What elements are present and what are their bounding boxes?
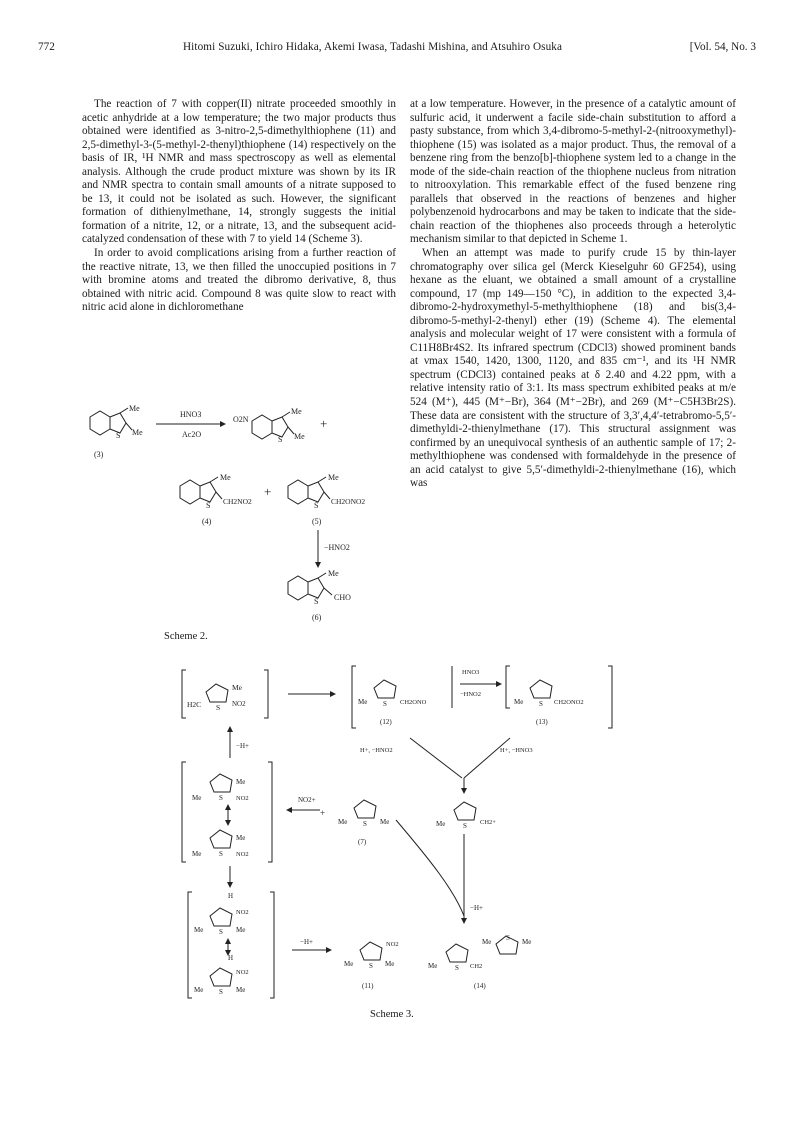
wheland1-no2: NO2 — [236, 909, 249, 916]
label-compound-3: (3) — [94, 450, 104, 459]
c5-ch2ono2: CH2ONO2 — [331, 497, 366, 506]
sigma-complex-resonance — [182, 762, 272, 862]
right-paragraph-2: When an attempt was made to purify crude 15 by thin-layer chromatography over silica gel (Merck Kieselguhr 60 GF254), using hexane as the eluant, we obtained a small amount of a crystalline compound, 17 (mp 149—150 °C), in addition to the expected 3,4-dibromo-2-hydroxymethyl-5-methylthiophene (18) and bis(3,4-dibromo-5-methyl-2-thenyl) ether (19) (Scheme 4). The elemental analysis and molecular weight of 17 were consistent with a formula of C11H8Br4S2. Its infrared spectrum (CDCl3) showed prominent bands at νmax 1540, 1420, 1300, 1120, and 835 cm⁻¹, and its ¹H NMR spectrum (CDCl3) contained peaks at δ 2.40 and 4.22 ppm, with a relative intensity ratio of 3:1. Its mass spectrum exhibited peaks at m/e 524 (M⁺), 445 (M⁺−Br), 364 (M⁺−2Br), and 269 (M⁺−C5H3Br2S). These data are consistent with the structure of 3,3′,4,4′-tetrabromo-5,5′-dimethyldi-2-thienylmethane (17). This structural assignment was confirmed by an unequivocal synthesis of an authentic sample of 17; 2-methylthiophene was condensed with formaldehyde in the presence of an acid catalyst to give 5,5′-dimethyldi-2-thienylmethane (16), which was — [410, 247, 736, 490]
h-minus-hno3-reagent: H+, −HNO3 — [500, 747, 533, 754]
scheme-3-caption: Scheme 3. — [370, 1009, 414, 1020]
compound-14-structure — [428, 934, 531, 990]
plus-sign-scheme3: + — [320, 808, 326, 818]
minus-h-reagent-up: −H+ — [236, 742, 249, 750]
c3-sulfur: S — [116, 431, 121, 440]
c6-sulfur: S — [314, 597, 319, 606]
nitrite-nitrate-intermediates — [352, 666, 612, 728]
thenyl-me: Me — [436, 820, 446, 828]
nitro-sulfur: S — [278, 435, 283, 444]
scheme-2-caption: Scheme 2. — [164, 631, 208, 642]
reagent-ac2o: Ac2O — [182, 430, 202, 439]
scheme-2-figure — [80, 400, 400, 645]
left-paragraph-2: In order to avoid complications arising from a further reaction of the reactive nitrate, 13, we then filled the unoccupied positions in 7 with bromine atoms and treated the dibromo derivative, 8, thus obtained with nitric acid. Compound 8 was quite slow to react with nitric acid alone in dichloromethane — [82, 247, 396, 314]
nitro-benzothiophene-structure — [233, 407, 305, 444]
c14-ch2: CH2 — [470, 963, 483, 970]
c6-cho: CHO — [334, 593, 351, 602]
sigma1-sulfur: S — [219, 794, 223, 802]
minus-h-reagent-product: −H+ — [300, 938, 313, 946]
hno3-reagent: HNO3 — [462, 669, 480, 676]
c5-sulfur: S — [314, 501, 319, 510]
minus-hno2-reagent: −HNO2 — [460, 691, 481, 698]
nitro-me-bottom: Me — [294, 432, 305, 441]
c14-sulfur-left: S — [455, 964, 459, 972]
cation-sulfur: S — [216, 703, 221, 712]
no2-plus-reagent: NO2+ — [298, 796, 316, 804]
header-authors: Hitomi Suzuki, Ichiro Hidaka, Akemi Iwasa, Tadashi Mishina, and Atsuhiro Osuka — [183, 41, 563, 53]
wheland2-sulfur: S — [219, 988, 223, 996]
thenyl-cation — [436, 802, 496, 830]
c7-me-left: Me — [338, 818, 348, 826]
wheland1-sulfur: S — [219, 928, 223, 936]
c14-me-upper: Me — [482, 938, 492, 946]
right-column — [410, 98, 736, 491]
header-volume: [Vol. 54, No. 3 — [689, 41, 756, 53]
cation-no2: NO2 — [232, 700, 246, 708]
minus-hno2-label: −HNO2 — [324, 543, 350, 552]
compound-3-structure — [90, 404, 143, 459]
wheland2-h: H — [228, 954, 234, 962]
wheland2-no2: NO2 — [236, 969, 249, 976]
c3-me-top: Me — [129, 404, 140, 413]
wheland2-me-right: Me — [236, 986, 246, 994]
wheland1-me-left: Me — [194, 926, 204, 934]
h2c-group: H2C — [187, 700, 202, 709]
label-compound-14: (14) — [474, 982, 486, 990]
sigma2-me-left: Me — [192, 850, 202, 858]
plus-sign-1: + — [320, 416, 328, 431]
c14-sulfur-right: S — [506, 934, 510, 942]
compound-5-structure — [288, 473, 365, 526]
plus-sign-2: + — [264, 484, 272, 499]
c13-ch2ono2: CH2ONO2 — [554, 699, 584, 706]
scheme-3-figure — [170, 660, 630, 1005]
cation-me: Me — [232, 683, 242, 692]
left-column — [82, 98, 396, 315]
c11-sulfur: S — [369, 962, 373, 970]
c4-ch2no2: CH2NO2 — [223, 497, 252, 506]
reagent-hno3: HNO3 — [180, 410, 202, 419]
c6-me: Me — [328, 569, 339, 578]
thenyl-ch2plus: CH2+ — [480, 819, 496, 826]
sigma1-me-left: Me — [192, 794, 202, 802]
label-compound-5: (5) — [312, 517, 322, 526]
compound-6-structure — [288, 569, 351, 622]
c12-ch2ono: CH2ONO — [400, 699, 427, 706]
running-header — [38, 41, 756, 57]
o2n-group: O2N — [233, 415, 249, 424]
wheland-intermediates — [188, 892, 274, 998]
page-number: 772 — [38, 41, 55, 53]
c7-sulfur: S — [363, 820, 367, 828]
right-paragraph-1: at a low temperature. However, in the presence of a catalytic amount of sulfuric acid, it underwent a facile side-chain substitution to afford a pasty substance, from which 3,4-dibromo-5-methyl-2-(nitrooxymethyl)-thiophene (15) was isolated as a major product. Thus, the removal of a benzene ring from the benzo[b]-thiophene system led to a change in the mode of the side-chain reaction of the thiophene nucleus from nitration to nitrooxylation. This remarkable effect of the fused benzene ring parallels that observed in the reactions of benzenes and higher polybenzenoid hydrocarbons and may be taken to indicate that the side-chain reaction of the thiophenes also proceeds through a heterolytic mechanism similar to that depicted in Scheme 1. — [410, 98, 736, 246]
wheland2-me-left: Me — [194, 986, 204, 994]
c5-me: Me — [328, 473, 339, 482]
c7-me-right: Me — [380, 818, 390, 826]
minus-h-reagent-down: −H+ — [470, 904, 483, 912]
c11-me-left: Me — [344, 960, 354, 968]
c14-me-right: Me — [522, 938, 532, 946]
c12-me: Me — [358, 698, 368, 706]
c3-me-bottom: Me — [132, 428, 143, 437]
wheland1-me-right: Me — [236, 926, 246, 934]
c4-sulfur: S — [206, 501, 211, 510]
sigma1-no2: NO2 — [236, 795, 249, 802]
wheland1-h: H — [228, 892, 234, 900]
label-compound-6: (6) — [312, 613, 322, 622]
c14-me-left: Me — [428, 962, 438, 970]
label-compound-4: (4) — [202, 517, 212, 526]
compound-4-structure — [180, 473, 252, 526]
label-compound-7: (7) — [358, 838, 367, 846]
nitro-me-top: Me — [291, 407, 302, 416]
c13-me: Me — [514, 698, 524, 706]
c4-me: Me — [220, 473, 231, 482]
left-paragraph-1: The reaction of 7 with copper(II) nitrate proceeded smoothly in acetic anhydride at a low temperature; the two major products thus obtained were identified as 3-nitro-2,5-dimethylthiophene (11) and 2,5-dimethyl-3-(5-methyl-2-thenyl)thiophene (14) respectively on the basis of IR, ¹H NMR and mass spectroscopy as well as elemental analysis. Although the crude product mixture was shown by its IR and NMR spectra to contain small amounts of a nitrate supposed to be 13, it could not be isolated as such. However, the significant formation of dithienylmethane, 14, strongly suggests the initial formation of a nitrite, 12, or a nitrate, 13, and the subsequent acid-catalyzed condensation of these with 7 to yield 14 (Scheme 3). — [82, 98, 396, 246]
sigma2-sulfur: S — [219, 850, 223, 858]
label-compound-11: (11) — [362, 982, 374, 990]
sigma1-me-right: Me — [236, 778, 246, 786]
label-compound-12: (12) — [380, 718, 392, 726]
sigma2-me-right: Me — [236, 834, 246, 842]
compound-7-structure — [338, 800, 389, 846]
carbocation-species — [182, 670, 268, 718]
c13-sulfur: S — [539, 700, 543, 708]
sigma2-no2: NO2 — [236, 851, 249, 858]
c11-me-right: Me — [385, 960, 395, 968]
c12-sulfur: S — [383, 700, 387, 708]
compound-11-structure — [344, 941, 399, 990]
label-compound-13: (13) — [536, 718, 548, 726]
c11-no2: NO2 — [386, 941, 399, 948]
thenyl-sulfur: S — [463, 822, 467, 830]
h-minus-hno2-reagent: H+, −HNO2 — [360, 747, 393, 754]
